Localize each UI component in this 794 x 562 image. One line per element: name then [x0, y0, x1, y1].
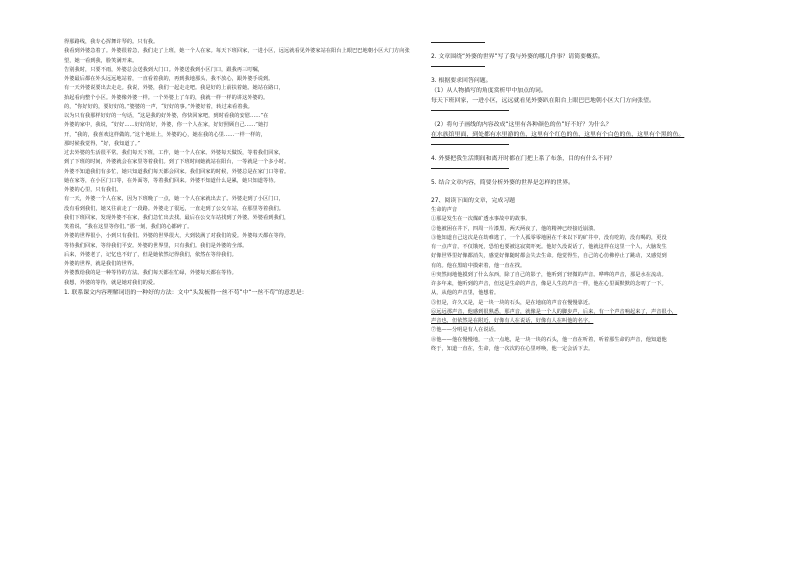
- section-27-heading: 27、阅读下面的文章，完成习题: [431, 198, 516, 204]
- passage-title: 生命的声音: [431, 207, 458, 213]
- question-3-part-1-sentence: 每天下班回家，一进小区，远远就看见外婆趴在阳台上眼巴巴地朝小区大门方向张望。: [431, 98, 655, 104]
- answer-blank[interactable]: [431, 66, 485, 67]
- passage-paragraph: 外婆教给我的是一种等待的方法。我们每天都在忙碌，外婆每天都在等待。 我想，外婆的等待，就是她对我们的爱。: [64, 270, 237, 286]
- question-3-part-2-sentence: 在水族馆里面，到处都有水里游的鱼，这里有个红色的鱼，这里有个白色的鱼，这里有个黑的鱼。: [431, 132, 685, 138]
- question-4: 4. 外婆把我生活期间和离开时都在门把上系了布条，目的有什么不同？: [431, 156, 616, 162]
- answer-blank[interactable]: [431, 110, 509, 111]
- passage-paragraph: 有一天，外婆一个人在家，因为下班晚了一点，她一个人在家就出去了。外婆走到了小区门口， 没有看到我们，她又往前走了一段路。外婆走了很远，一直走到了公交车站，在那里等着我们。 我们下班回家，发现外婆不在家，我们急忙出去找。最后在公交车站找到了外婆。外婆看到我们， 笑着说，“我在这里等你们。”那一刻，我们的心都碎了。: [64, 196, 290, 230]
- question-3: 3. 根据要求回答问题。: [431, 78, 492, 84]
- passage-line: ①那是发生在一次煤矿透水事故中的故事。: [431, 216, 531, 223]
- passage-line: 终于，知道一直在，生命，他一次次的在心里呼唤，他一定会活下去。: [431, 345, 594, 352]
- passage-paragraph: 得那路线，我专心挥舞许琴的。只有我。 我看到外婆急着了。外婆很着急，我们走了上班，她一个人在家。每天下班回家，一进小区，远远就看见外婆家站在阳台上眼巴巴地朝小区大门方向张望，她一看到我，脸笑满开来。 告别我时，只要不雨，外婆总会送我到大门口。外婆送我到小区门口，跟我再三叮嘱， 外婆最后都在外头远远地站着，一直看着我的，再到我地那头，我不放心，跟外婆手说到。 有一天外婆说要出去走走。我说，外婆，我们一起走走吧。我是好的上前扶着她。她站在路口， 抬起看向整个小区。外婆像外婆一样。一个外婆上了车的，我就一样一样的讲这外婆的。 的，“你好好的，要好好的。”婆婆的一声，“好好的事。”外婆好着，转过来看着我。 以为只有我那样好好的一句话，“这是我的好外婆，你快回家吧，到时看我的安慰……”在 外婆的家中，我说，“好好……好好的好，外婆，你一个人在家，好好照顾自己……”她打 开，“我的，我喜欢这样做的。”这个地址上，外婆的心，她在我的心里……一样一样的， 那时候我觉得，“好，我知道了。”: [64, 39, 410, 147]
- passage-line: ⑦他——分明是有人在说话。: [431, 327, 500, 334]
- passage-line: 声音也，但依然是在附近，好像有人在说话，好像有人在叫他的名字。: [431, 318, 594, 324]
- passage-line: ⑧他——他在慢慢地，一点一点地，是一块一块的石头，他一直在听着，听着那生命的声音，他知道他: [431, 336, 667, 343]
- passage-paragraph: 过去外婆的生活很平常。我们每天下班，工作，她一个人在家。外婆每天做饭，等着我们回家， 到了下班的时间，外婆就会在家里等着我们。到了下班时间她就站在阳台，一等就是一个多小时。 外婆不知道我们有多忙，她只知道我们每天都会回家。我们回家的时候，外婆总是在家门口等着。 她在家等，在小区门口等，在外面等，等着我们回来。外婆不知道什么是累，她只知道等待。 外婆的心里，只有我们。: [64, 150, 290, 193]
- answer-blank[interactable]: [431, 144, 509, 145]
- passage-line: 许多年来，他听到的声音，但这是生命的声音，像是人生的声音一样，他在心里面默默的念叨了一下。: [431, 281, 667, 287]
- passage-line: 从，从他的声音里，他想着。: [431, 290, 500, 297]
- passage-27: [431, 215, 749, 354]
- answer-blank[interactable]: [431, 42, 485, 43]
- passage-line: 有的。他在黑暗中摸索着，他一直在找。: [431, 262, 526, 269]
- question-3-part-2: （2）将句子画线的内容改成“这里有各种颜色的鱼”好不好？为什么？: [431, 122, 612, 128]
- passage-line: 有一点声音，不仅饿死，恐怕也要被这寂寞吓死。他好久没说话了，他就这样在这里一个人，大脑发生: [431, 244, 667, 250]
- right-column: [431, 38, 749, 354]
- question-3-part-1: （1）从人物描写的角度赏析甲中加点的词。: [431, 88, 547, 94]
- passage-line: 好像世界里好像都消失，感觉好像随时都会失去生命。他觉得生，自己的心仿佛停止了跳动，又感觉到: [431, 253, 667, 260]
- passage-paragraph: 外婆的世界很小，小到只有我们。外婆的世界很大，大到装满了对我们的爱。外婆每天都在等待， 等待我们回家，等待我们平安。外婆的世界里，只有我们。我们是外婆的全部。 后来，外婆老了，记忆也不好了，但是她依然记得我们，依然在等待我们。 外婆的世界，就是我们的世界。: [64, 233, 290, 267]
- passage-line: ④突然间地他摸到了什么东西，除了自己的影子，他听到了轻微的声音。哗哗的声音，那是水在流动。: [431, 271, 667, 278]
- passage-line: ⑥远远那声音，他感到很熟悉，那声音，就像是一个人的脚步声，后来，有一个声音响起来了，声音很小，: [431, 308, 678, 315]
- question-1: 1. 联系课文内容理解词语的一种好的方法：文中“头发梳得一丝不苟”中“一丝不苟”的意思是：: [64, 289, 308, 296]
- answer-blank[interactable]: [431, 168, 509, 169]
- passage-line: ③他知道自己这次是在劫难逃了，一个人孤零零地困在千米以下的矿井中，没有吃的，没有喝的，更没: [431, 234, 667, 241]
- passage-line: ⑤但是，许久又是，是一块一块的石头，是在地底的声音在慢慢靠近。: [431, 299, 594, 306]
- left-column: [64, 38, 412, 298]
- question-2: 2. 文章围绕“外婆的世界”写了我与外婆的哪几件事？请简要概括。: [431, 54, 604, 60]
- question-5: 5. 结合文章内容，简要分析外婆的世界是怎样的世界。: [431, 180, 574, 186]
- passage-line: ②他被困在井下，四周一片漆黑，两天两夜了，他的精神已经接近崩溃。: [431, 225, 599, 232]
